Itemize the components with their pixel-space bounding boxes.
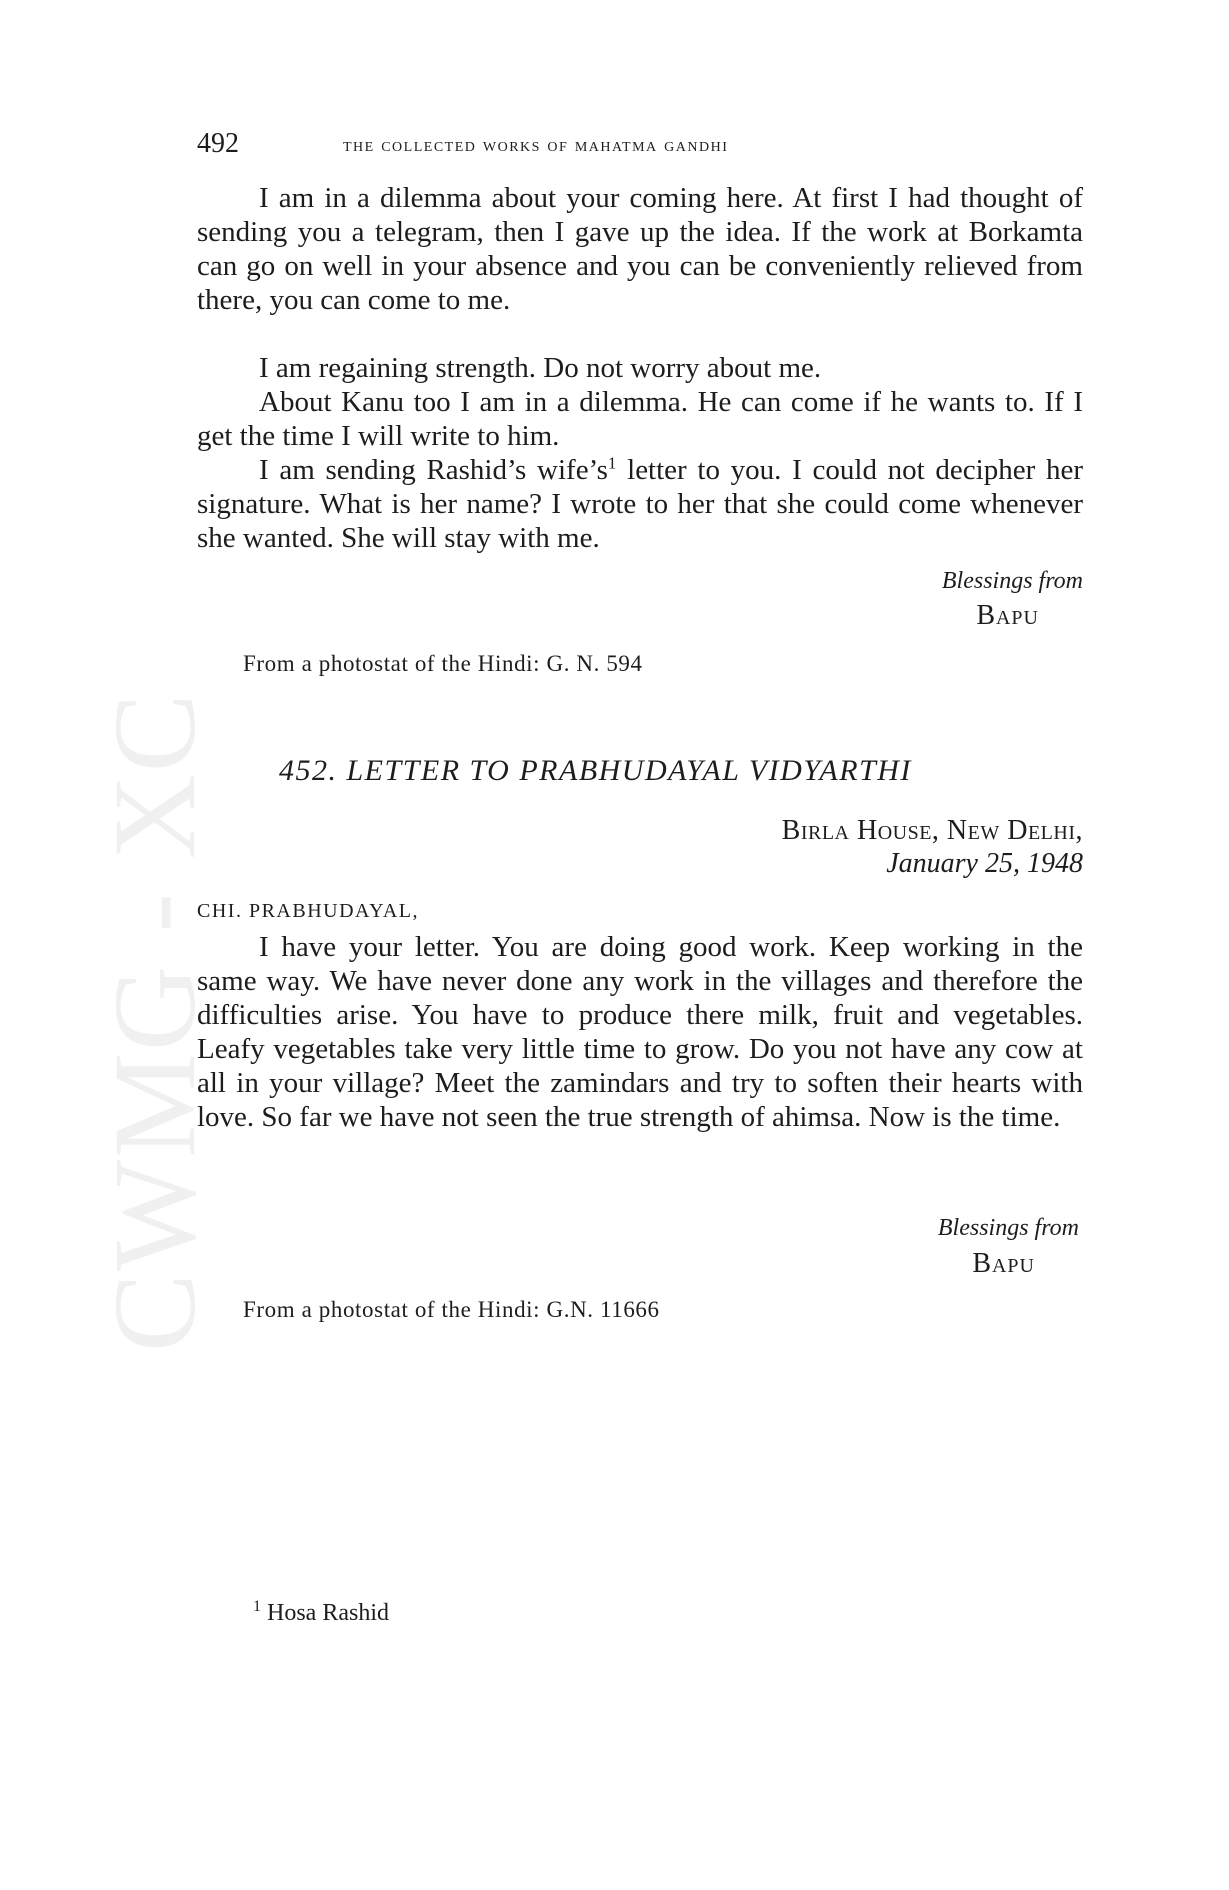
date: January 25, 1948 bbox=[886, 848, 1083, 879]
running-title: the collected works of mahatma gandhi bbox=[343, 134, 729, 156]
closing-blessing: Blessings from bbox=[941, 568, 1083, 594]
letter2-body: I have your letter. You are doing good work. Keep working in the same way. We have never done any work in the villages and therefore the difficulties arise. You have to produce there milk, fruit and vegetables. Leafy vegetables take very little time to grow. Do you not have any cow at all in your village? Meet the zamindars and try to soften their hearts with love. So far we have not seen the true strength of ahimsa. Now is the time. bbox=[197, 931, 1083, 1133]
letter1-paragraph: I am in a dilemma about your coming here. At first I had thought of sending you a telegram, then I gave up the idea. If the work at Borkamta can go on well in your absence and you can be conveniently relieved from there, you can come to me. bbox=[197, 182, 1083, 316]
letter1-paragraph: I am regaining strength. Do not worry about me. bbox=[259, 352, 822, 384]
footnote bbox=[253, 1598, 389, 1627]
source-citation: From a photostat of the Hindi: G.N. 11666 bbox=[243, 1297, 660, 1322]
letter1-paragraph-with-footnote bbox=[197, 453, 1083, 555]
signature: Bapu bbox=[976, 600, 1039, 631]
footnote-mark: 1 bbox=[253, 1598, 261, 1615]
closing-blessing: Blessings from bbox=[937, 1215, 1079, 1241]
address: Birla House, New Delhi, bbox=[781, 815, 1083, 846]
salutation: CHI. PRABHUDAYAL, bbox=[197, 900, 420, 922]
page-number: 492 bbox=[197, 128, 239, 159]
letter1-paragraph-text: I am sending Rashid’s wife’s bbox=[259, 454, 608, 486]
letter1-paragraph-text: letter to you. I could not decipher her signature. What is her name? I wrote to her that she could come whenever she wanted. She will stay with me. bbox=[197, 454, 1083, 554]
letter-title: 452. LETTER TO PRABHUDAYAL VIDYARTHI bbox=[279, 754, 912, 787]
signature: Bapu bbox=[972, 1248, 1035, 1279]
watermark: CWMG - XC bbox=[89, 691, 220, 1352]
footnote-reference: 1 bbox=[607, 453, 617, 473]
source-citation: From a photostat of the Hindi: G. N. 594 bbox=[243, 651, 643, 676]
footnote-text: Hosa Rashid bbox=[267, 1600, 389, 1626]
letter1-paragraph: About Kanu too I am in a dilemma. He can come if he wants to. If I get the time I will write to him. bbox=[197, 386, 1083, 452]
